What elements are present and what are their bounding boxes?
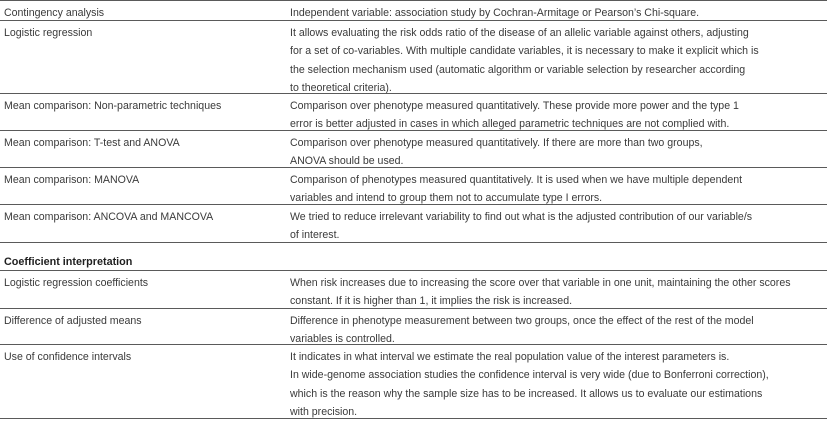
description-line: with precision. — [290, 406, 358, 419]
row-label: Logistic regression coefficients — [4, 277, 149, 289]
table-row — [0, 130, 827, 167]
row-description — [290, 134, 820, 171]
description-line: Comparison of phenotypes measured quantitatively. It is used when we have multiple dependent — [290, 174, 743, 186]
table-row — [0, 167, 827, 204]
row-label: Mean comparison: ANCOVA and MANCOVA — [4, 211, 214, 223]
description-line: It allows evaluating the risk odds ratio of the disease of an allelic variable against others, adjusting — [290, 27, 749, 39]
row-description — [290, 208, 820, 245]
description-line: Comparison over phenotype measured quantitatively. If there are more than two groups, — [290, 137, 703, 149]
row-label: Logistic regression — [4, 27, 93, 39]
row-description — [290, 97, 820, 134]
description-line: for a set of co-variables. With multiple candidate variables, it is necessary to make it explicit which is — [290, 45, 759, 58]
description-line: the selection mechanism used (automatic algorithm or variable selection by researcher according — [290, 63, 746, 76]
row-label: Use of confidence intervals — [4, 351, 132, 363]
row-description — [290, 171, 820, 208]
table-row — [0, 0, 827, 20]
description-line: Comparison over phenotype measured quantitatively. These provide more power and the type 1 — [290, 100, 739, 112]
row-label: Mean comparison: T-test and ANOVA — [4, 137, 180, 149]
description-line: variables and intend to group them not to accumulate type I errors. — [290, 192, 603, 205]
table-row — [0, 344, 827, 418]
row-label: Mean comparison: MANOVA — [4, 174, 140, 186]
row-description — [290, 274, 820, 311]
row-label: Mean comparison: Non-parametric techniques — [4, 100, 222, 112]
description-line: We tried to reduce irrelevant variability to find out what is the adjusted contribution of our variable/s — [290, 211, 753, 223]
description-line: ANOVA should be used. — [290, 155, 404, 168]
row-label: Contingency analysis — [4, 7, 105, 19]
description-line: When risk increases due to increasing the score over that variable in one unit, maintaining the other scores — [290, 277, 791, 289]
table-row — [0, 270, 827, 308]
description-line: variables is controlled. — [290, 333, 395, 346]
description-line: which is the reason why the sample size has to be increased. It allows us to evaluate our estimations — [290, 387, 763, 400]
description-line: to theoretical criteria). — [290, 82, 392, 95]
description-line: error is better adjusted in cases in which alleged parametric techniques are not complied with. — [290, 118, 730, 131]
table-row — [0, 204, 827, 242]
row-label: Difference of adjusted means — [4, 315, 142, 327]
table-row — [0, 20, 827, 93]
description-line: Difference in phenotype measurement between two groups, once the effect of the rest of the model — [290, 315, 754, 327]
row-description — [290, 348, 820, 422]
description-line: It indicates in what interval we estimate the real population value of the interest parameters is. — [290, 351, 730, 363]
table-row — [0, 93, 827, 130]
section-header — [0, 242, 827, 270]
description-line: of interest. — [290, 229, 340, 242]
description-line: In wide-genome association studies the confidence interval is very wide (due to Bonferroni correction), — [290, 369, 769, 382]
table-row — [0, 308, 827, 344]
description-line: constant. If it is higher than 1, it implies the risk is increased. — [290, 295, 573, 308]
row-description — [290, 24, 820, 98]
description-line: Independent variable: association study by Cochran-Armitage or Pearson’s Chi-square. — [290, 7, 700, 19]
section-title: Coefficient interpretation — [4, 256, 133, 268]
